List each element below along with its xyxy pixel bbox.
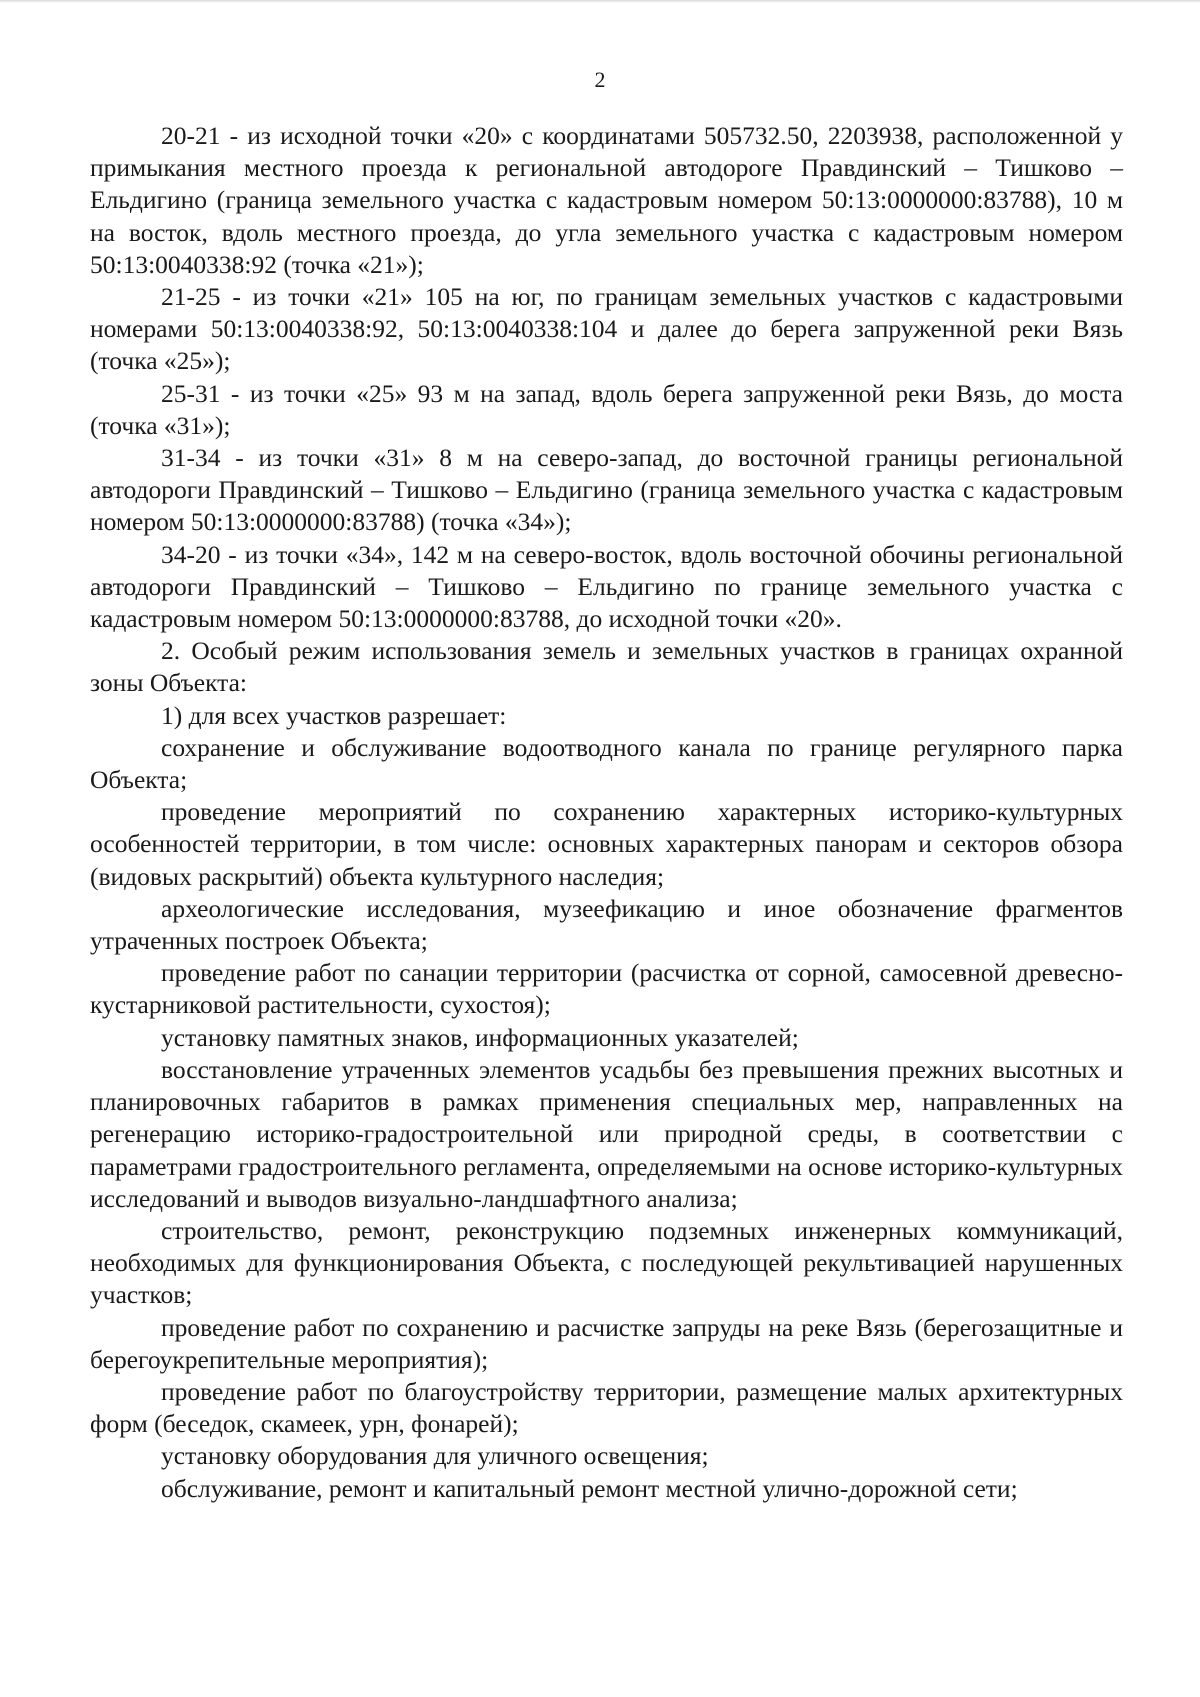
list-item-archaeology: археологические исследования, музеефикацию и иное обозначение фрагментов утраченных построек Объекта; [90, 893, 1123, 956]
paragraph-item-1-intro: 1) для всех участков разрешает: [161, 700, 507, 730]
list-item-street-lighting: установку оборудования для уличного освещения; [161, 1441, 709, 1471]
list-item-road-maintenance: обслуживание, ремонт и капитальный ремонт местной улично-дорожной сети; [161, 1473, 1018, 1503]
paragraph-segment-21-25: 21-25 - из точки «21» 105 на юг, по границам земельных участков с кадастровыми номерами 50:13:0040338:92, 50:13:0040338:104 и далее до берега запруженной реки Вязь (точка «25»); [90, 282, 1123, 376]
list-item-landscaping: проведение работ по благоустройству территории, размещение малых архитектурных форм (беседок, скамеек, урн, фонарей); [90, 1376, 1123, 1439]
list-item-memorial-signs: установку памятных знаков, информационных указателей; [161, 1022, 799, 1052]
list-item-restoration: восстановление утраченных элементов усадьбы без превышения прежних высотных и планировочных габаритов в рамках применения специальных мер, направленных на регенерацию историко-градостроительной или природной среды, в соответствии с параметрами градостроительного регламента, определяемыми на основе историко-культурных исследований и выводов визуально-ландшафтного анализа; [90, 1054, 1123, 1213]
list-item-utilities: строительство, ремонт, реконструкцию подземных инженерных коммуникаций, необходимых для функционирования Объекта, с последующей рекультивацией нарушенных участков; [90, 1215, 1123, 1310]
list-item-sanitation: проведение работ по санации территории (расчистка от сорной, самосевной древесно-кустарниковой растительности, сухостоя); [90, 958, 1123, 1020]
list-item-dam-works: проведение работ по сохранению и расчистке запруды на реке Вязь (берегозащитные и берегоукрепительные мероприятия); [90, 1312, 1123, 1374]
paragraph-section-2-heading: 2. Особый режим использования земель и земельных участков в границах охранной зоны Объекта: [90, 636, 1123, 698]
page-number: 2 [594, 67, 606, 92]
document-body [90, 120, 1123, 1505]
paragraph-segment-25-31: 25-31 - из точки «25» 93 м на запад, вдоль берега запруженной реки Вязь, до моста (точка «31»); [90, 378, 1123, 440]
paragraph-segment-34-20: 34-20 - из точки «34», 142 м на северо-восток, вдоль восточной обочины региональной автодороги Правдинский – Тишково – Ельдигино по границе земельного участка с кадастровым номером 50:13:0000000:83788, до исходной точки «20». [90, 539, 1123, 634]
scan-edge [0, 0, 1200, 3]
list-item-drainage-canal: сохранение и обслуживание водоотводного канала по границе регулярного парка Объекта; [90, 732, 1123, 795]
list-item-preservation-measures: проведение мероприятий по сохранению характерных историко-культурных особенностей территории, в том числе: основных характерных панорам и секторов обзора (видовых раскрытий) объекта культурного наследия; [90, 797, 1123, 891]
paragraph-segment-20-21: 20-21 - из исходной точки «20» с координатами 505732.50, 2203938, расположенной у примыкания местного проезда к региональной автодороге Правдинский – Тишково – Ельдигино (граница земельного участка с кадастровым номером 50:13:0000000:83788), 10 м на восток, вдоль местного проезда, до угла земельного участка с кадастровым номером 50:13:0040338:92 (точка «21»); [90, 121, 1123, 279]
paragraph-segment-31-34: 31-34 - из точки «31» 8 м на северо-запад, до восточной границы региональной автодороги Правдинский – Тишково – Ельдигино (граница земельного участка с кадастровым номером 50:13:0000000:83788) (точка «34»); [90, 443, 1123, 537]
